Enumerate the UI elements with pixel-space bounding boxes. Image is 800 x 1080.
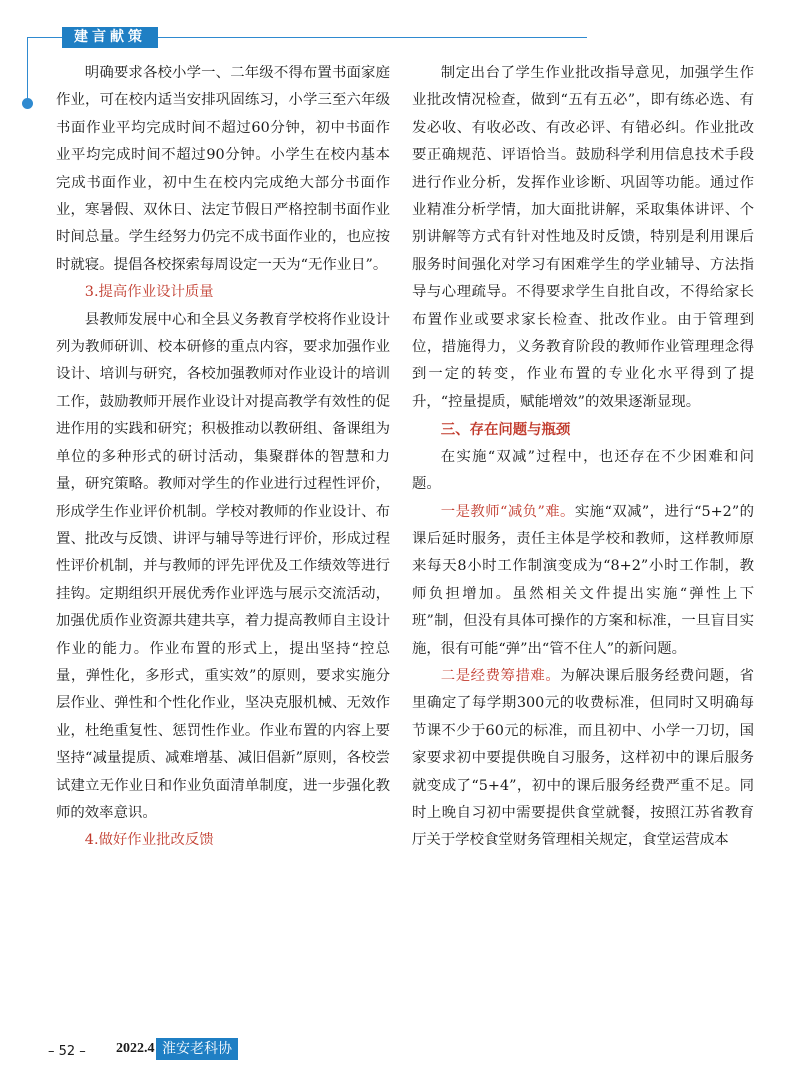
section-heading: 三、存在问题与瓶颈 [440, 421, 571, 439]
subheading-4: 4.做好作业批改反馈 [84, 832, 214, 849]
point-2-lead: 二是经费筹措难。 [440, 667, 561, 684]
left-paragraph-2: 县教师发展中心和全县义务教育学校将作业设计列为教师研训、校本研修的重点内容，要求加强作业设计、培训与研究，各校加强教师对作业设计的培训工作，鼓励教师开展作业设计对提高教学有效性的促进作用的实践和研究；积极推动以教研组、备课组为单位的多种形式的研讨活动，集聚群体的智慧和力量，研究策略。教师对学生的作业进行过程性评价，形成学生作业评价机制。学校对教师的作业设计、布置、批改与反馈、讲评与辅导等进行评价，形成过程性评价机制，并与教师的评先评优及工作绩效等进行挂钩。定期组织开展优秀作业评选与展示交流活动，加强优质作业资源共建共享，着力提高教师自主设计作业的能力。作业布置的形式上，提出坚持“控总量，弹性化，多形式，重实效”的原则，要求实施分层作业、弹性和个性化作业，坚决克服机械、无效作业，杜绝重复性、惩罚性作业。作业布置的内容上要坚持“减量提质、减难增基、减旧倡新”原则，各校尝试建立无作业日和作业负面清单制度，进一步强化教师的效率意识。 [56, 311, 390, 821]
point-2-body: 为解决课后服务经费问题，省里确定了每学期300元的收费标准，但同时又明确每节课不少于60元的标准，而且初中、小学一刀切，国家要求初中要提供晚自习服务，这样初中的课后服务就变成了“5+4”，初中的课后服务经费严重不足。同时上晚自习初中需要提供食堂就餐，按照江苏省教育厅关于学校食堂财务管理相关规定，食堂运营成本 [412, 667, 754, 849]
issue-number: 2022.4 [116, 1041, 155, 1056]
right-paragraph-2: 在实施“双减”过程中，也还存在不少困难和问题。 [412, 448, 754, 493]
header-dot-icon [22, 98, 33, 109]
right-paragraph-4 [412, 663, 754, 855]
page-number: – 52 – [48, 1044, 86, 1059]
right-column [412, 60, 754, 855]
right-paragraph-3 [412, 499, 754, 663]
header-line-vertical [27, 37, 28, 105]
point-1-body: 实施“双减”，进行“5+2”的课后延时服务，责任主体是学校和教师，这样教师原来每天8小时工作制演变成为“8+2”小时工作制，教师负担增加。虽然相关文件提出实施“弹性上下班”制，但没有具体可操作的方案和标准，一旦盲目实施，很有可能“弹”出“管不住人”的新问题。 [412, 503, 754, 657]
section-label: 建言献策 [62, 27, 158, 48]
point-1-lead: 一是教师“减负”难。 [440, 503, 575, 520]
subheading-3: 3.提高作业设计质量 [84, 284, 214, 301]
left-column [56, 60, 390, 855]
left-paragraph-1: 明确要求各校小学一、二年级不得布置书面家庭作业，可在校内适当安排巩固练习，小学三至六年级书面作业平均完成时间不超过60分钟，初中书面作业平均完成时间不超过90分钟。小学生在校内基本完成书面作业，初中生在校内完成绝大部分书面作业，寒暑假、双休日、法定节假日严格控制书面作业时间总量。学生经努力仍完不成书面作业的，也应按时就寝。提倡各校探索每周设定一天为“无作业日”。 [56, 65, 390, 273]
right-paragraph-1: 制定出台了学生作业批改指导意见，加强学生作业批改情况检查，做到“五有五必”，即有练必选、有发必收、有收必改、有改必评、有错必纠。作业批改要正确规范、评语恰当。鼓励科学利用信息技术手段进行作业分析，发挥作业诊断、巩固等功能。通过作业精准分析学情，加大面批讲解，采取集体讲评、个别讲解等方式有针对性地及时反馈，特别是利用课后服务时间强化对学习有困难学生的学业辅导、方法指导与心理疏导。不得要求学生自批自改，不得给家长布置作业或要求家长检查、批改作业。由于管理到位，措施得力，义务教育阶段的教师作业管理理念得到一定的转变，作业布置的专业化水平得到了提升，“控量提质，赋能增效”的效果逐渐显现。 [412, 65, 754, 410]
magazine-name: 淮安老科协 [156, 1038, 238, 1060]
